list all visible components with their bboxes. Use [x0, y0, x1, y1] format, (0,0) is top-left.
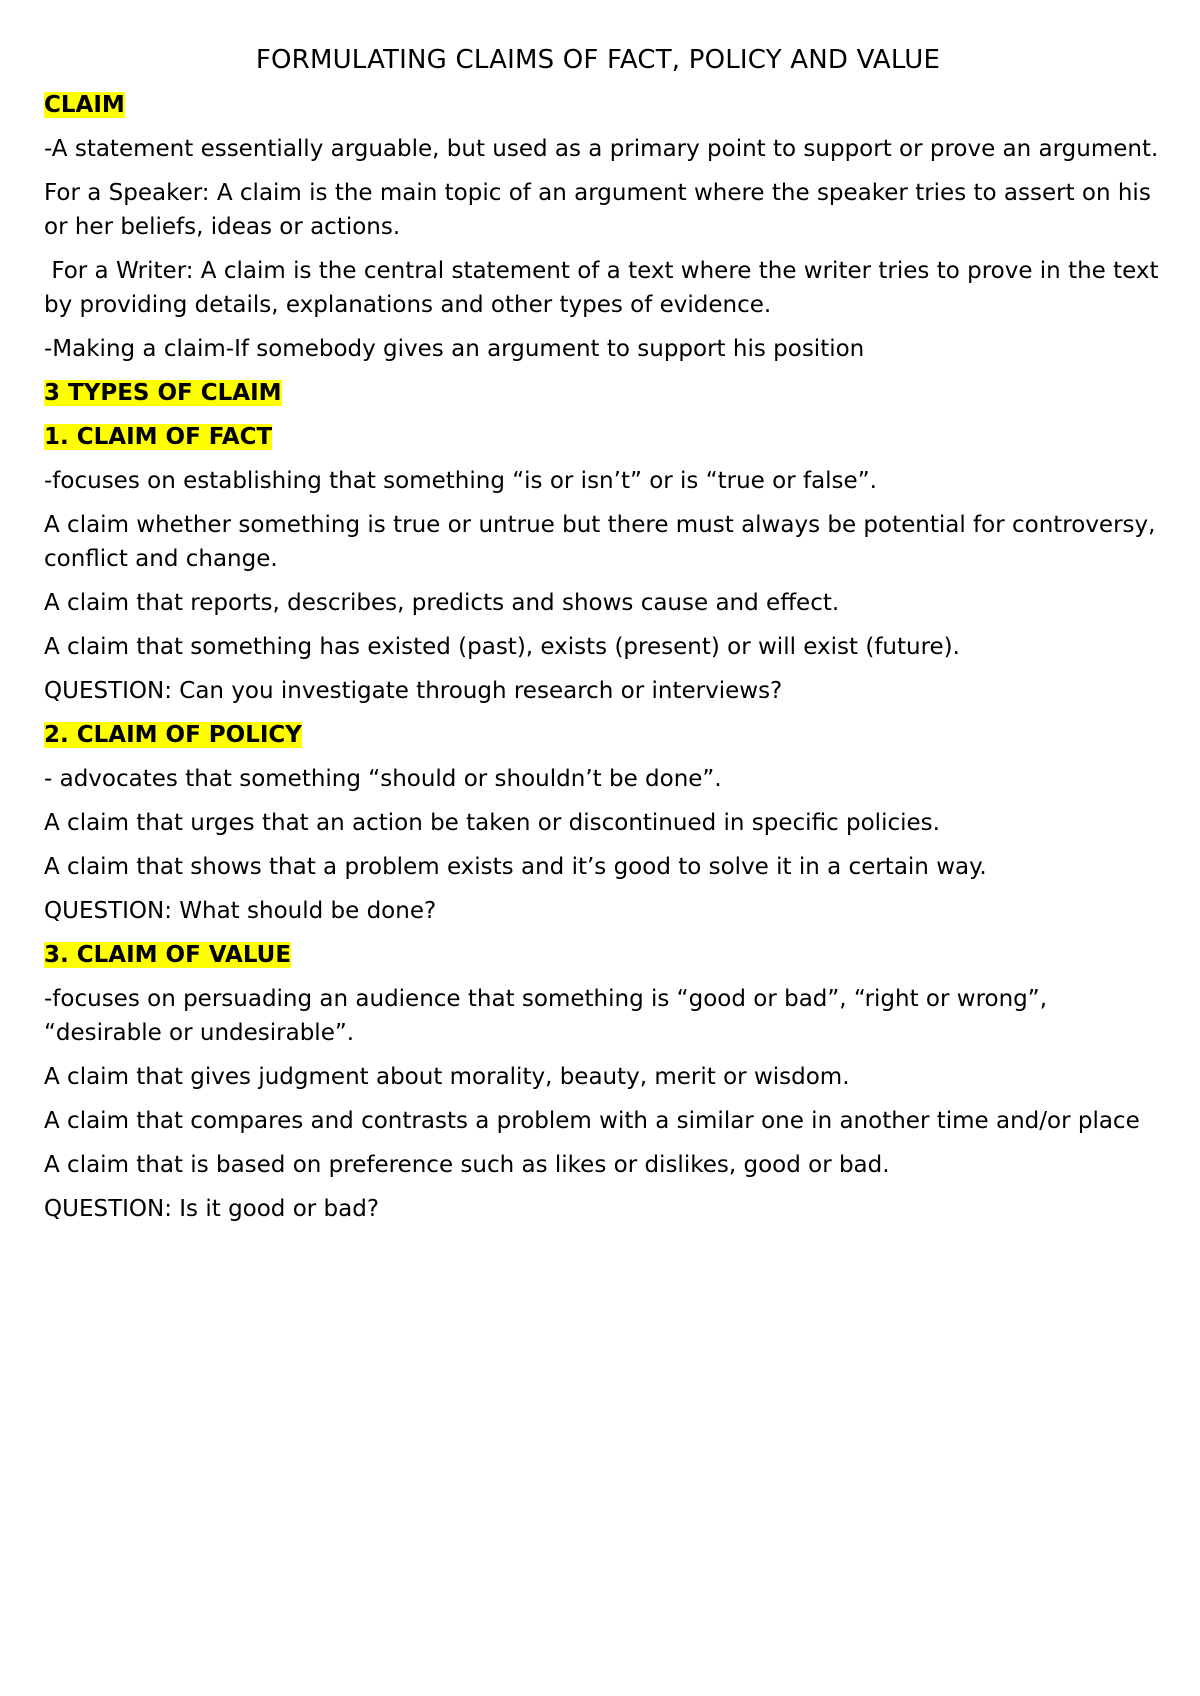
highlighted-heading-text: CLAIM — [44, 92, 125, 118]
policy-paragraph: A claim that shows that a problem exists and it’s good to solve it in a certain way. — [44, 854, 987, 880]
fact-paragraph: -focuses on establishing that something “is or isn’t” or is “true or false”. — [44, 468, 877, 494]
highlighted-heading-text: 2. CLAIM OF POLICY — [44, 722, 302, 748]
fact-question: QUESTION: Can you investigate through research or interviews? — [44, 678, 783, 704]
policy-paragraph: - advocates that something “should or shouldn’t be done”. — [44, 766, 722, 792]
highlighted-heading-text: 3 TYPES OF CLAIM — [44, 380, 282, 406]
document-title: FORMULATING CLAIMS OF FACT, POLICY AND VALUE — [255, 45, 941, 75]
section-heading-fact — [44, 420, 1164, 454]
value-paragraph: A claim that gives judgment about morality, beauty, merit or wisdom. — [44, 1064, 850, 1090]
section-heading-claim — [44, 88, 1164, 122]
fact-paragraph: A claim whether something is true or untrue but there must always be potential for controversy, conflict and change. — [44, 512, 1156, 572]
value-question: QUESTION: Is it good or bad? — [44, 1196, 380, 1222]
claim-definition: -A statement essentially arguable, but used as a primary point to support or prove an argument. — [44, 136, 1159, 162]
policy-paragraph: A claim that urges that an action be taken or discontinued in specific policies. — [44, 810, 940, 836]
section-heading-policy — [44, 718, 1164, 752]
fact-paragraph: A claim that something has existed (past), exists (present) or will exist (future). — [44, 634, 960, 660]
value-paragraph: A claim that compares and contrasts a problem with a similar one in another time and/or place — [44, 1108, 1140, 1134]
highlighted-heading-text: 3. CLAIM OF VALUE — [44, 942, 292, 968]
document-page — [44, 38, 1164, 1236]
section-heading-types — [44, 376, 1164, 410]
policy-question: QUESTION: What should be done? — [44, 898, 437, 924]
fact-paragraph: A claim that reports, describes, predicts and shows cause and effect. — [44, 590, 840, 616]
claim-speaker: For a Speaker: A claim is the main topic of an argument where the speaker tries to assert on his or her beliefs, ideas or actions. — [44, 180, 1151, 240]
value-paragraph: A claim that is based on preference such as likes or dislikes, good or bad. — [44, 1152, 890, 1178]
claim-making: -Making a claim-If somebody gives an argument to support his position — [44, 336, 865, 362]
value-paragraph: -focuses on persuading an audience that something is “good or bad”, “right or wrong”, “desirable or undesirable”. — [44, 986, 1048, 1046]
claim-writer: For a Writer: A claim is the central statement of a text where the writer tries to prove in the text by providing details, explanations and other types of evidence. — [44, 258, 1166, 318]
section-heading-value — [44, 938, 1164, 972]
highlighted-heading-text: 1. CLAIM OF FACT — [44, 424, 273, 450]
